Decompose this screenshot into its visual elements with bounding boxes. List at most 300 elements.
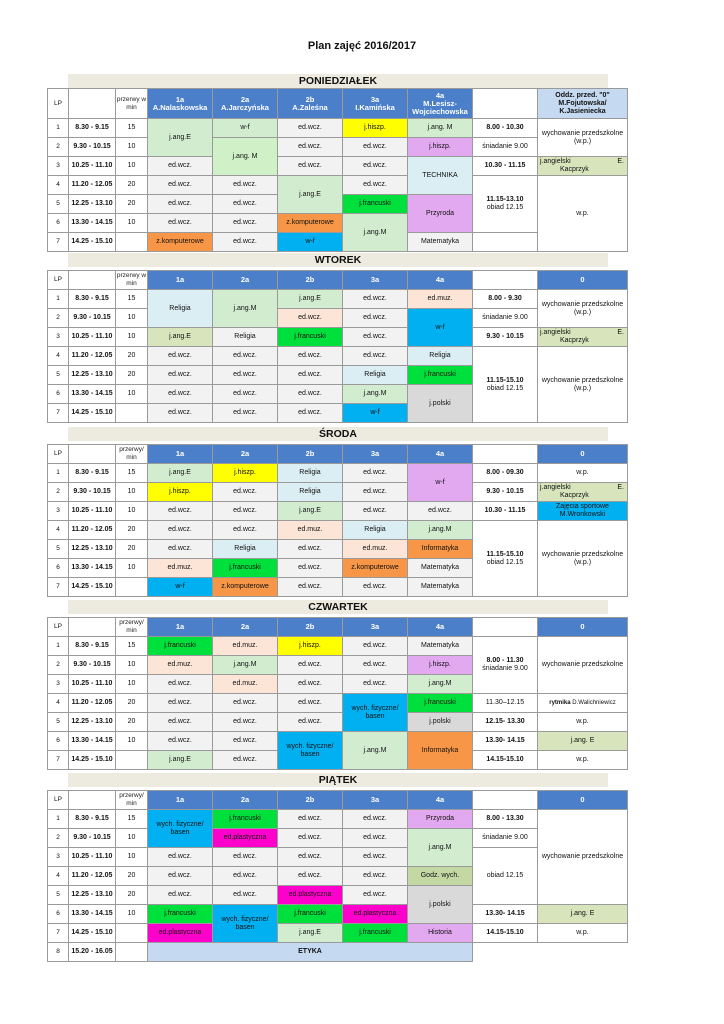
table-cell: 2b [278, 271, 343, 290]
table-cell: 6 [48, 385, 69, 404]
lesson-cell: Matematyka [408, 233, 473, 252]
table-cell: ed.plastyczna [213, 829, 278, 848]
table-cell: w-f [343, 404, 408, 423]
table-cell: 4 [48, 867, 69, 886]
table-cell: wychowanie przedszkolne (w.p.) [538, 521, 628, 597]
lesson-cell: w.p. [538, 176, 628, 252]
day-heading-thursday: CZWARTEK [68, 600, 608, 614]
table-cell: 10 [116, 732, 148, 751]
lesson-cell: ed.wcz. [213, 176, 278, 195]
table-cell: 10 [116, 138, 148, 157]
table-cell: 14.25 - 15.10 [69, 924, 116, 943]
table-cell: j.ang.E [148, 464, 213, 483]
table-cell: j.polski [408, 385, 473, 423]
table-cell: 20 [116, 540, 148, 559]
table-cell: 20 [116, 886, 148, 905]
table-cell: 10 [116, 829, 148, 848]
table-cell: 1a [148, 445, 213, 464]
table-cell [473, 271, 538, 290]
lesson-cell: j.ang.M [343, 214, 408, 252]
table-cell: j.ang.E [148, 751, 213, 770]
table-cell: 2b [278, 791, 343, 810]
table-cell: Zajęcia sportowe M.Wronkowski [538, 502, 628, 521]
table-cell [69, 271, 116, 290]
table-cell: ed.wcz. [213, 694, 278, 713]
table-cell: ed.wcz. [148, 404, 213, 423]
table-cell: 20 [116, 521, 148, 540]
table-cell: 9.30 - 10.15 [69, 138, 116, 157]
table-cell: ed.wcz. [343, 848, 408, 867]
schedule-thursday [47, 617, 628, 770]
table-cell: ed.wcz. [343, 347, 408, 366]
table-cell: LP [48, 271, 69, 290]
table-cell: ed.wcz. [148, 347, 213, 366]
table-cell: 2a [213, 791, 278, 810]
table-cell: 1 [48, 119, 69, 138]
table-cell: 15 [116, 637, 148, 656]
table-cell: wychowanie przedszkolne [538, 810, 628, 905]
table-cell: j.polski [408, 713, 473, 732]
table-cell: 2a [213, 618, 278, 637]
table-cell: j.ang.M [213, 290, 278, 328]
table-cell: j.polski [408, 886, 473, 924]
table-cell: wych. fizyczne/ basen [343, 694, 408, 732]
table-cell: j.ang. E [538, 905, 628, 924]
table-cell: 11.20 - 12.05 [69, 347, 116, 366]
table-cell: 10 [116, 675, 148, 694]
table-cell: 9.30 - 10.15 [473, 483, 538, 502]
table-cell: 0 [538, 791, 628, 810]
table-cell: Przyroda [408, 810, 473, 829]
table-cell: ed.wcz. [213, 867, 278, 886]
table-cell: 4a [408, 791, 473, 810]
table-cell: j.francuski [148, 905, 213, 924]
lesson-cell: ed.wcz. [148, 214, 213, 233]
lesson-cell: z.komputerowe [278, 214, 343, 233]
table-cell: 14.15-15.10 [473, 751, 538, 770]
table-cell: 13.30 - 14.15 [69, 905, 116, 924]
table-cell: rytmika D.Walichniewicz [538, 694, 628, 713]
table-cell: ed.wcz. [278, 309, 343, 328]
lesson-cell: ed.wcz. [148, 157, 213, 176]
table-cell: 10 [116, 157, 148, 176]
table-cell: ed.wcz. [278, 867, 343, 886]
table-cell: 3a [343, 271, 408, 290]
table-cell: j.francuski [148, 637, 213, 656]
table-cell: 1 [48, 290, 69, 309]
table-cell: 12.25 - 13.10 [69, 713, 116, 732]
table-cell: 10 [116, 502, 148, 521]
table-cell: 3 [48, 848, 69, 867]
table-cell: LP [48, 618, 69, 637]
table-cell [473, 943, 538, 962]
table-cell: 0 [538, 271, 628, 290]
table-cell: 13.30- 14.15 [473, 732, 538, 751]
table-cell: j.francuski [343, 924, 408, 943]
table-cell: 5 [48, 195, 69, 214]
table-cell: 11.20 - 12.05 [69, 867, 116, 886]
schedule-friday [47, 790, 628, 962]
table-cell: 15 [116, 464, 148, 483]
lesson-cell: j.hiszp. [343, 119, 408, 138]
table-cell: j.francuski [213, 810, 278, 829]
table-cell: przerwy/ min [116, 618, 148, 637]
table-cell: Religia [148, 290, 213, 328]
table-cell: 10 [116, 848, 148, 867]
table-cell: 2 [48, 829, 69, 848]
table-cell: j.francuski [408, 694, 473, 713]
table-cell: ed.wcz. [278, 829, 343, 848]
table-cell: ed.wcz. [343, 810, 408, 829]
lesson-cell: Przyroda [408, 195, 473, 233]
table-cell: 15 [116, 119, 148, 138]
table-cell: ed.muz. [213, 675, 278, 694]
table-cell: ed.wcz. [213, 713, 278, 732]
schedule-wednesday [47, 444, 628, 597]
table-cell: j.hiszp. [213, 464, 278, 483]
lesson-cell: j.hiszp. [408, 138, 473, 157]
table-cell: 2 [48, 138, 69, 157]
lesson-cell: ed.wcz. [148, 176, 213, 195]
table-cell [69, 618, 116, 637]
table-cell: 13.30 - 14.15 [69, 214, 116, 233]
table-cell: 11.20 - 12.05 [69, 176, 116, 195]
table-cell: 4a [408, 618, 473, 637]
table-cell: Religia [213, 540, 278, 559]
table-cell: ed.wcz. [343, 867, 408, 886]
table-cell: 10 [116, 656, 148, 675]
table-cell: j.francuski [408, 366, 473, 385]
class-header-2b: 2b A.Zaleśna [278, 89, 343, 119]
table-cell: 7 [48, 578, 69, 597]
table-cell: 11.20 - 12.05 [69, 521, 116, 540]
table-cell: ed.wcz. [213, 886, 278, 905]
table-cell: w-f [148, 578, 213, 597]
table-cell: ed.muz. [148, 559, 213, 578]
table-cell: w.p. [538, 713, 628, 732]
table-cell: śniadanie 9.00 [473, 829, 538, 848]
table-cell: ed.wcz. [148, 366, 213, 385]
table-cell: z.komputerowe [343, 559, 408, 578]
table-cell: 3 [48, 157, 69, 176]
table-cell: ed.wcz. [343, 829, 408, 848]
table-cell: w-f [408, 309, 473, 347]
table-cell [69, 445, 116, 464]
table-cell: 14.25 - 15.10 [69, 578, 116, 597]
table-cell: 13.30 - 14.15 [69, 732, 116, 751]
page-title: Plan zajęć 2016/2017 [307, 40, 417, 52]
lesson-cell: ed.wcz. [343, 157, 408, 176]
lesson-cell: j.ang. M [408, 119, 473, 138]
table-cell: ed.wcz. [343, 309, 408, 328]
table-cell: ed.wcz. [213, 366, 278, 385]
table-cell: Godz. wych. [408, 867, 473, 886]
table-cell: j.francuski [213, 559, 278, 578]
class-header-1a: 1a A.Nalaskowska [148, 89, 213, 119]
table-cell: 3 [48, 502, 69, 521]
table-cell: ed.wcz. [408, 502, 473, 521]
table-cell: ed.wcz. [148, 848, 213, 867]
table-cell: 7 [48, 233, 69, 252]
table-cell: j.ang.E [278, 924, 343, 943]
table-cell: ed.wcz. [343, 483, 408, 502]
table-cell: z.komputerowe [213, 578, 278, 597]
table-cell: 8.00 - 13.30 [473, 810, 538, 829]
table-cell [69, 791, 116, 810]
table-cell: j.hiszp. [408, 656, 473, 675]
table-cell: ed.wcz. [278, 848, 343, 867]
table-cell: przerwy/ min [116, 791, 148, 810]
table-cell: j.ang.E [278, 290, 343, 309]
lesson-cell: ed.wcz. [213, 233, 278, 252]
table-cell: 2a [213, 445, 278, 464]
table-cell [116, 924, 148, 943]
day-heading-friday: PIĄTEK [68, 773, 608, 787]
table-cell: ed.plastyczna [278, 886, 343, 905]
table-cell: 14.25 - 15.10 [69, 751, 116, 770]
lesson-cell: ed.wcz. [213, 214, 278, 233]
table-cell: 8.30 - 9.15 [69, 810, 116, 829]
table-cell: j.ang.M [343, 732, 408, 770]
table-cell: 12.25 - 13.10 [69, 195, 116, 214]
lesson-cell: 11.15-13.10 obiad 12.15 [473, 176, 538, 233]
table-cell: ed.wcz. [278, 385, 343, 404]
table-cell: ed.wcz. [343, 290, 408, 309]
table-cell: j.ang.M [408, 829, 473, 867]
day-heading-monday: PONIEDZIAŁEK [68, 74, 608, 88]
table-cell [116, 751, 148, 770]
table-cell: śniadanie 9.00 [473, 138, 538, 157]
table-cell: w.p. [538, 751, 628, 770]
table-cell: Religia [408, 347, 473, 366]
table-cell [473, 791, 538, 810]
table-cell: 8.30 - 9.15 [69, 464, 116, 483]
table-cell: Matematyka [408, 637, 473, 656]
table-cell: ed.wcz. [213, 848, 278, 867]
lesson-cell: w-f [213, 119, 278, 138]
table-cell: ed.wcz. [148, 675, 213, 694]
table-cell: ed.wcz. [213, 483, 278, 502]
table-cell: j.ang. E [538, 732, 628, 751]
table-cell: 20 [116, 694, 148, 713]
table-cell: 12.15- 13.30 [473, 713, 538, 732]
table-cell: j.angielski E. Kacprzyk [538, 483, 628, 502]
table-cell: Informatyka [408, 732, 473, 770]
table-cell: 9.30 - 10.15 [473, 328, 538, 347]
class-header-3a: 3a I.Kamińska [343, 89, 408, 119]
table-cell: 7 [48, 404, 69, 423]
etyka-cell: ETYKA [148, 943, 473, 962]
table-cell: 3 [48, 328, 69, 347]
day-heading-tuesday: WTOREK [68, 253, 608, 267]
table-cell: przerwy/ min [116, 445, 148, 464]
table-cell: 1 [48, 464, 69, 483]
table-cell: j.hiszp. [278, 637, 343, 656]
table-cell: śniadanie 9.00 [473, 309, 538, 328]
table-cell: LP [48, 791, 69, 810]
table-cell: 3a [343, 618, 408, 637]
table-cell: ed.wcz. [148, 540, 213, 559]
table-cell: Informatyka [408, 540, 473, 559]
table-cell: 3a [343, 791, 408, 810]
table-cell: 10 [116, 328, 148, 347]
table-cell: 2 [48, 309, 69, 328]
table-cell: 5 [48, 540, 69, 559]
table-cell: 9.30 - 10.15 [69, 829, 116, 848]
table-cell: 12.25 - 13.10 [69, 366, 116, 385]
table-cell: 20 [116, 176, 148, 195]
table-cell: ed.wcz. [213, 732, 278, 751]
lesson-cell: TECHNIKA [408, 157, 473, 195]
table-cell: 2 [48, 656, 69, 675]
table-cell: ed.wcz. [148, 502, 213, 521]
table-cell: 5 [48, 886, 69, 905]
table-cell: ed.wcz. [278, 404, 343, 423]
table-cell: 8.00 - 11.30 śniadanie 9.00 [473, 637, 538, 694]
table-cell: 8.00 - 9.30 [473, 290, 538, 309]
lesson-cell: ed.wcz. [148, 195, 213, 214]
table-cell: ed.wcz. [213, 502, 278, 521]
table-cell [116, 578, 148, 597]
table-cell: ed.wcz. [148, 385, 213, 404]
table-cell: ed.muz. [408, 290, 473, 309]
table-cell: 4a [408, 445, 473, 464]
table-cell: j.francuski [278, 905, 343, 924]
schedule-tuesday [47, 270, 628, 423]
table-cell: 10 [116, 214, 148, 233]
table-cell: 11.20 - 12.05 [69, 694, 116, 713]
class-header-2a: 2a A.Jarczyńska [213, 89, 278, 119]
table-cell: ed.wcz. [278, 347, 343, 366]
table-cell: ed.muz. [148, 656, 213, 675]
table-cell: wychowanie przedszkolne (w.p.) [538, 347, 628, 423]
table-cell: 12.25 - 13.10 [69, 540, 116, 559]
table-cell [538, 943, 628, 962]
table-cell: ed.wcz. [148, 521, 213, 540]
table-cell: 20 [116, 347, 148, 366]
table-cell: w-f [408, 464, 473, 502]
table-cell: Matematyka [408, 578, 473, 597]
table-cell: ed.wcz. [343, 886, 408, 905]
table-cell: LP [48, 445, 69, 464]
table-cell: 10.25 - 11.10 [69, 675, 116, 694]
table-cell: ed.wcz. [343, 578, 408, 597]
table-cell: 10 [116, 385, 148, 404]
table-cell: 1a [148, 791, 213, 810]
class-header-0: Oddz. przed. "0" M.Fojutowska/ K.Jasieniecka [538, 89, 628, 119]
table-cell: ed.wcz. [278, 675, 343, 694]
table-cell: ed.wcz. [278, 656, 343, 675]
table-cell: 8.30 - 9.15 [69, 290, 116, 309]
table-cell: ed.wcz. [213, 385, 278, 404]
table-cell: ed.wcz. [278, 694, 343, 713]
lesson-cell: wychowanie przedszkolne (w.p.) [538, 119, 628, 157]
table-cell: Religia [278, 483, 343, 502]
table-cell: 20 [116, 713, 148, 732]
table-cell [69, 89, 116, 119]
table-cell: 9.30 - 10.15 [69, 309, 116, 328]
table-cell: 3 [48, 675, 69, 694]
table-cell: ed.wcz. [278, 713, 343, 732]
table-cell: 5 [48, 713, 69, 732]
table-cell: 2a [213, 271, 278, 290]
table-cell: ed.wcz. [343, 328, 408, 347]
table-cell: ed.plastyczna [148, 924, 213, 943]
table-cell: 3a [343, 445, 408, 464]
table-cell: ed.wcz. [213, 347, 278, 366]
table-cell: 14.25 - 15.10 [69, 404, 116, 423]
table-cell: wychowanie przedszkolne (w.p.) [538, 290, 628, 328]
table-cell: 1a [148, 618, 213, 637]
breaks-header: przerwy w min [116, 89, 148, 119]
table-cell: 4 [48, 521, 69, 540]
table-cell: 1 [48, 637, 69, 656]
table-cell: 10.25 - 11.10 [69, 848, 116, 867]
table-cell: ed.wcz. [278, 559, 343, 578]
table-cell [116, 943, 148, 962]
table-cell: 4 [48, 347, 69, 366]
table-cell: 0 [538, 445, 628, 464]
lesson-cell: j.francuski [343, 195, 408, 214]
table-cell: Religia [213, 328, 278, 347]
table-cell: ed.wcz. [278, 540, 343, 559]
table-cell: 4 [48, 694, 69, 713]
table-cell: 20 [116, 366, 148, 385]
table-cell: j.ang.M [408, 675, 473, 694]
table-cell: 10.25 - 11.10 [69, 157, 116, 176]
table-cell: 7 [48, 751, 69, 770]
table-cell: 12.25 - 13.10 [69, 886, 116, 905]
table-cell: 0 [538, 618, 628, 637]
table-cell: 9.30 - 10.15 [69, 483, 116, 502]
table-cell: ed.wcz. [343, 464, 408, 483]
table-cell: 6 [48, 559, 69, 578]
table-cell: 2b [278, 445, 343, 464]
table-cell: ed.wcz. [213, 751, 278, 770]
table-cell [473, 233, 538, 252]
class-header-4a: 4a M.Lesisz-Wojciechowska [408, 89, 473, 119]
table-cell: 5 [48, 366, 69, 385]
lesson-cell: ed.wcz. [278, 119, 343, 138]
table-cell: 2b [278, 618, 343, 637]
table-cell: j.angielski E. Kacprzyk [538, 328, 628, 347]
table-cell [473, 445, 538, 464]
lesson-cell: ed.wcz. [278, 138, 343, 157]
table-cell: 10.25 - 11.10 [69, 328, 116, 347]
table-cell: 10.30 - 11.15 [473, 157, 538, 176]
table-cell: ed.muz. [278, 521, 343, 540]
lesson-cell: ed.wcz. [213, 195, 278, 214]
table-cell: ed.wcz. [148, 732, 213, 751]
table-cell: 2 [48, 483, 69, 502]
table-cell: ed.wcz. [343, 656, 408, 675]
table-cell: Matematyka [408, 559, 473, 578]
table-cell: 4a [408, 271, 473, 290]
table-cell: ed.muz. [343, 540, 408, 559]
table-cell: wych. fizyczne/ basen [213, 905, 278, 943]
lesson-cell: j.ang.E [148, 119, 213, 157]
table-cell: j.ang.M [408, 521, 473, 540]
table-cell: j.hiszp. [148, 483, 213, 502]
table-cell: przerwy w min [116, 271, 148, 290]
table-cell: 8.00 - 09.30 [473, 464, 538, 483]
table-cell: 8.00 - 10.30 [473, 119, 538, 138]
table-cell: 13.30- 14.15 [473, 905, 538, 924]
table-cell: 8.30 - 9.15 [69, 119, 116, 138]
table-cell: 1a [148, 271, 213, 290]
table-cell: 6 [48, 905, 69, 924]
lesson-cell: j.ang.E [278, 176, 343, 214]
